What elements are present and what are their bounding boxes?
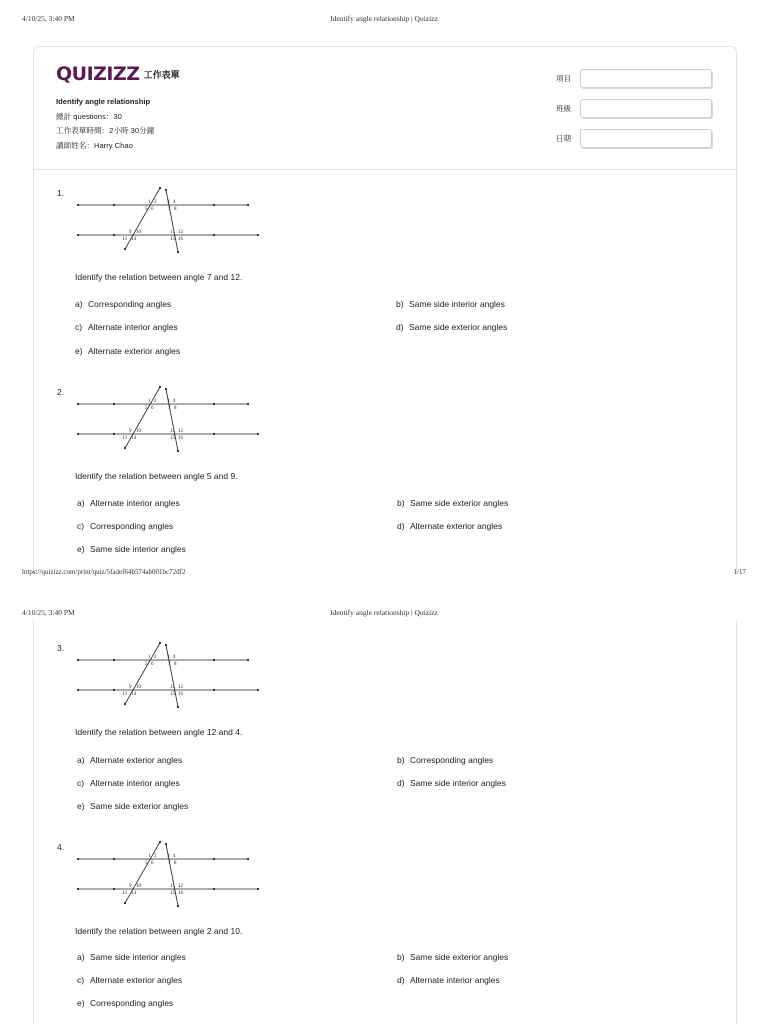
print-datetime: 4/10/25, 3:40 PM <box>22 608 75 617</box>
line-endpoint <box>159 642 161 644</box>
parallel-lines-figure <box>74 637 264 714</box>
angle-label: 16 <box>178 237 183 242</box>
angle-label: 9 <box>129 429 132 434</box>
angle-label: 15 <box>170 436 175 441</box>
question-4 <box>34 842 736 1032</box>
angle-label: 9 <box>129 230 132 235</box>
angle-label: 16 <box>178 436 183 441</box>
line-endpoint <box>113 204 115 206</box>
angle-label: 9 <box>129 884 132 889</box>
option-d[interactable] <box>397 521 502 531</box>
angle-label: 1 <box>148 200 151 205</box>
angle-label: 11 <box>170 685 175 690</box>
option-letter: c) <box>77 521 85 531</box>
option-text: Corresponding angles <box>90 998 174 1008</box>
angle-label: 2 <box>154 655 157 660</box>
angle-label: 15 <box>170 692 175 697</box>
angle-figure-svg <box>74 637 264 709</box>
option-letter: d) <box>397 975 405 985</box>
worksheet-title: Identify angle relationship <box>56 97 151 106</box>
angle-label: 5 <box>145 662 148 667</box>
option-letter: e) <box>77 998 85 1008</box>
angle-label: 6 <box>151 406 154 411</box>
question-number: 1. <box>57 188 65 198</box>
angle-label: 3 <box>167 854 170 859</box>
angle-label: 13 <box>122 891 127 896</box>
field-row-date <box>556 128 712 148</box>
option-text: Same side interior angles <box>409 299 505 309</box>
parallel-lines-figure <box>74 182 264 259</box>
option-letter: b) <box>396 299 404 309</box>
line-endpoint <box>257 689 259 691</box>
option-text: Same side exterior angles <box>410 952 509 962</box>
line-endpoint <box>124 248 126 250</box>
line-endpoint <box>213 858 215 860</box>
option-text: Alternate interior angles <box>90 778 180 788</box>
angle-label: 7 <box>168 662 171 667</box>
angle-label: 16 <box>178 891 183 896</box>
teacher-name: 講師姓名：Harry Chao <box>56 140 133 150</box>
line-endpoint <box>257 433 259 435</box>
angle-label: 14 <box>131 692 136 697</box>
angle-label: 3 <box>167 655 170 660</box>
line-endpoint <box>213 234 215 236</box>
option-d[interactable] <box>397 975 500 985</box>
field-row-class <box>556 98 712 118</box>
angle-label: 8 <box>174 662 177 667</box>
option-b[interactable] <box>396 299 505 309</box>
line-endpoint <box>113 858 115 860</box>
question-3 <box>34 643 736 833</box>
student-fields <box>556 68 712 158</box>
option-letter: c) <box>77 778 85 788</box>
option-text: Same side exterior angles <box>409 322 508 332</box>
angle-label: 14 <box>131 891 136 896</box>
angle-label: 1 <box>148 655 151 660</box>
line-endpoint <box>124 902 126 904</box>
print-datetime: 4/10/25, 3:40 PM <box>22 14 75 23</box>
option-b[interactable] <box>397 952 508 962</box>
option-text: Alternate interior angles <box>90 498 180 508</box>
line-endpoint <box>213 659 215 661</box>
angle-label: 12 <box>178 685 183 690</box>
line-endpoint <box>213 403 215 405</box>
parallel-lines-figure <box>74 381 264 458</box>
angle-label: 7 <box>168 406 171 411</box>
angle-label: 4 <box>173 655 176 660</box>
angle-label: 5 <box>145 861 148 866</box>
angle-label: 5 <box>145 207 148 212</box>
field-label-date: 日期 <box>556 133 571 143</box>
option-b[interactable] <box>397 755 493 765</box>
option-letter: b) <box>397 952 405 962</box>
angle-label: 11 <box>170 230 175 235</box>
angle-label: 8 <box>174 861 177 866</box>
option-letter: b) <box>397 498 405 508</box>
angle-label: 12 <box>178 884 183 889</box>
option-letter: c) <box>77 975 85 985</box>
line-endpoint <box>77 858 79 860</box>
class-field[interactable] <box>580 99 712 118</box>
option-e[interactable] <box>77 998 173 1008</box>
line-endpoint <box>113 234 115 236</box>
angle-label: 12 <box>178 429 183 434</box>
line-endpoint <box>77 689 79 691</box>
angle-label: 16 <box>178 692 183 697</box>
option-letter: d) <box>397 521 405 531</box>
line-endpoint <box>257 234 259 236</box>
angle-label: 3 <box>167 200 170 205</box>
print-page-number: 1/17 <box>733 568 746 576</box>
angle-label: 10 <box>136 884 141 889</box>
line-endpoint <box>165 644 167 646</box>
print-header <box>0 14 768 28</box>
option-a[interactable] <box>77 755 182 765</box>
parallel-lines-figure <box>74 836 264 913</box>
field-label-item: 項目 <box>556 73 571 83</box>
angle-label: 10 <box>136 429 141 434</box>
question-number: 2. <box>57 387 65 397</box>
angle-label: 1 <box>148 399 151 404</box>
angle-label: 6 <box>151 662 154 667</box>
angle-label: 15 <box>170 891 175 896</box>
field-row-item <box>556 68 712 88</box>
line-endpoint <box>159 386 161 388</box>
option-text: Corresponding angles <box>88 299 172 309</box>
line-endpoint <box>165 843 167 845</box>
question-2 <box>34 387 736 577</box>
question-text: Identify the relation between angle 2 and 10. <box>75 926 243 936</box>
option-letter: e) <box>77 801 85 811</box>
option-c[interactable] <box>77 975 182 985</box>
angle-label: 11 <box>170 884 175 889</box>
angle-figure-svg <box>74 836 264 908</box>
angle-label: 1 <box>148 854 151 859</box>
line-endpoint <box>77 204 79 206</box>
angle-label: 6 <box>151 207 154 212</box>
quizizz-logo-icon: QUIZIZZ <box>56 63 140 85</box>
option-letter: d) <box>396 322 404 332</box>
line-endpoint <box>247 858 249 860</box>
option-letter: a) <box>77 952 85 962</box>
line-endpoint <box>77 234 79 236</box>
question-number: 4. <box>57 842 65 852</box>
angle-label: 14 <box>131 436 136 441</box>
option-e[interactable] <box>77 544 186 554</box>
angle-label: 2 <box>154 200 157 205</box>
option-e[interactable] <box>77 801 188 811</box>
option-a[interactable] <box>77 952 186 962</box>
option-text: Alternate interior angles <box>410 975 500 985</box>
option-a[interactable] <box>75 299 171 309</box>
option-letter: c) <box>75 322 83 332</box>
angle-label: 4 <box>173 399 176 404</box>
angle-label: 2 <box>154 854 157 859</box>
option-text: Same side interior angles <box>90 952 186 962</box>
option-text: Corresponding angles <box>410 755 494 765</box>
angle-label: 8 <box>174 207 177 212</box>
line-endpoint <box>213 433 215 435</box>
angle-label: 11 <box>170 429 175 434</box>
line-endpoint <box>213 689 215 691</box>
angle-label: 6 <box>151 861 154 866</box>
angle-label: 4 <box>173 200 176 205</box>
angle-label: 13 <box>122 237 127 242</box>
angle-label: 9 <box>129 685 132 690</box>
line-endpoint <box>247 204 249 206</box>
option-text: Same side interior angles <box>90 544 186 554</box>
print-doc-title: Identify angle relationship | Quizizz <box>330 14 438 23</box>
option-letter: e) <box>75 346 83 356</box>
angle-label: 3 <box>167 399 170 404</box>
total-questions: 總計 questions：30 <box>56 111 122 121</box>
option-text: Alternate exterior angles <box>90 755 183 765</box>
line-endpoint <box>257 888 259 890</box>
angle-label: 5 <box>145 406 148 411</box>
logo <box>56 63 180 85</box>
angle-label: 14 <box>131 237 136 242</box>
option-a[interactable] <box>77 498 180 508</box>
option-d[interactable] <box>396 322 507 332</box>
option-text: Same side exterior angles <box>90 801 189 811</box>
question-text: Identify the relation between angle 12 and 4. <box>75 727 243 737</box>
logo-subtitle: 工作表單 <box>143 69 180 80</box>
worksheet-time: 工作表單時間：2小時 30分鐘 <box>56 126 155 135</box>
line-endpoint <box>113 888 115 890</box>
option-e[interactable] <box>75 346 180 356</box>
angle-figure-svg <box>74 381 264 453</box>
angle-label: 13 <box>122 436 127 441</box>
angle-figure-svg <box>74 182 264 254</box>
angle-label: 10 <box>136 230 141 235</box>
print-footer <box>0 568 768 582</box>
angle-label: 12 <box>178 230 183 235</box>
line-endpoint <box>77 433 79 435</box>
option-letter: b) <box>397 755 405 765</box>
option-letter: d) <box>397 778 405 788</box>
line-endpoint <box>113 433 115 435</box>
angle-label: 4 <box>173 854 176 859</box>
option-text: Corresponding angles <box>90 521 174 531</box>
angle-label: 15 <box>170 237 175 242</box>
line-endpoint <box>247 659 249 661</box>
field-label-class: 班級 <box>556 103 571 113</box>
option-text: Same side exterior angles <box>410 498 509 508</box>
line-endpoint <box>177 905 179 907</box>
angle-label: 7 <box>168 207 171 212</box>
line-endpoint <box>124 447 126 449</box>
option-text: Alternate interior angles <box>88 322 178 332</box>
line-endpoint <box>77 659 79 661</box>
line-endpoint <box>165 388 167 390</box>
option-letter: a) <box>75 299 83 309</box>
date-field[interactable] <box>580 129 712 148</box>
question-text: Identify the relation between angle 7 and 12. <box>75 272 243 282</box>
line-endpoint <box>177 251 179 253</box>
print-doc-title: Identify angle relationship | Quizizz <box>330 608 438 617</box>
line-endpoint <box>159 841 161 843</box>
option-c[interactable] <box>77 521 173 531</box>
worksheet-header <box>34 47 736 170</box>
option-text: Alternate exterior angles <box>88 346 181 356</box>
line-endpoint <box>165 189 167 191</box>
question-text: Identify the relation between angle 5 and 9. <box>75 471 238 481</box>
angle-label: 8 <box>174 406 177 411</box>
line-endpoint <box>213 204 215 206</box>
angle-label: 10 <box>136 685 141 690</box>
angle-label: 2 <box>154 399 157 404</box>
option-letter: a) <box>77 755 85 765</box>
line-endpoint <box>177 450 179 452</box>
line-endpoint <box>159 187 161 189</box>
angle-label: 7 <box>168 861 171 866</box>
option-text: Same side interior angles <box>410 778 506 788</box>
option-letter: a) <box>77 498 85 508</box>
option-text: Alternate exterior angles <box>410 521 503 531</box>
print-url: https://quizizz.com/print/quiz/5fadef64b574ab001bc72df2 <box>22 568 186 576</box>
option-text: Alternate exterior angles <box>90 975 183 985</box>
line-endpoint <box>124 703 126 705</box>
question-1 <box>34 188 736 378</box>
line-endpoint <box>77 403 79 405</box>
line-endpoint <box>113 403 115 405</box>
worksheet-meta <box>56 95 154 153</box>
question-number: 3. <box>57 643 65 653</box>
angle-label: 13 <box>122 692 127 697</box>
worksheet-page-1 <box>33 46 737 573</box>
line-endpoint <box>113 659 115 661</box>
option-letter: e) <box>77 544 85 554</box>
item-field[interactable] <box>580 69 712 88</box>
option-b[interactable] <box>397 498 508 508</box>
line-endpoint <box>247 403 249 405</box>
worksheet-page-2 <box>33 620 737 1024</box>
line-endpoint <box>213 888 215 890</box>
option-c[interactable] <box>77 778 180 788</box>
line-endpoint <box>113 689 115 691</box>
line-endpoint <box>177 706 179 708</box>
option-d[interactable] <box>397 778 506 788</box>
option-c[interactable] <box>75 322 178 332</box>
line-endpoint <box>77 888 79 890</box>
